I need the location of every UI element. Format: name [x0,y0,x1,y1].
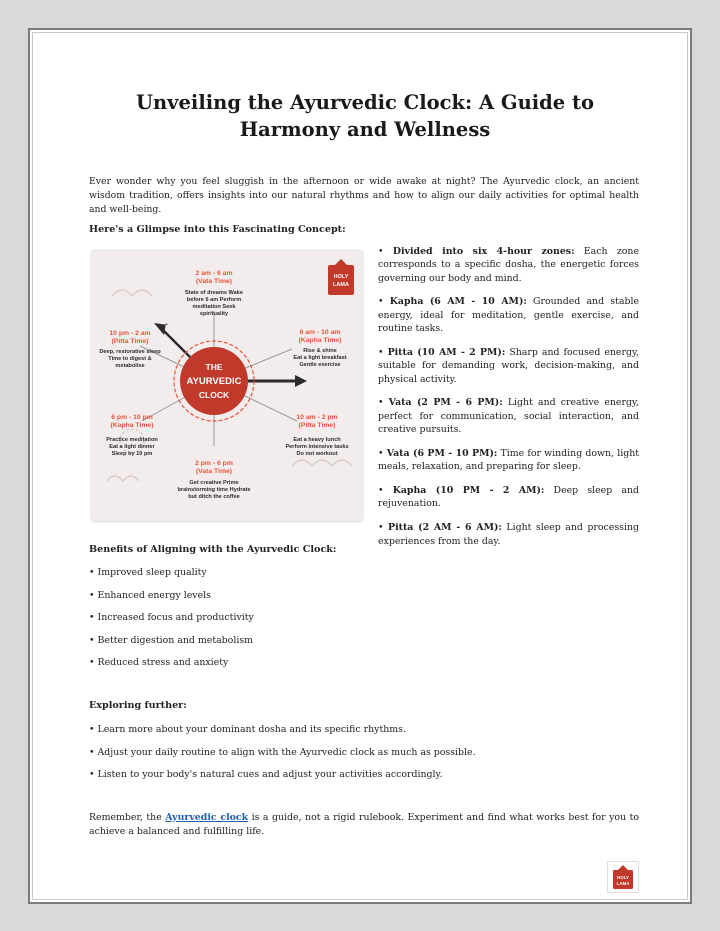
ayurvedic-clock-graphic [92,251,362,521]
benefits-heading: Benefits of Aligning with the Ayurvedic Clock: [89,544,337,555]
clock-center-line-1: THE [205,362,223,372]
zone-item-pitta-early [378,521,639,548]
zone-10am-time: 10 am - 2 pm [296,414,338,421]
zone-10am-desc-1: Eat a heavy lunch [293,437,341,443]
bullet: • [378,246,384,257]
document-title: Unveiling the Ayurvedic Clock: A Guide to Harmony and Wellness [136,91,594,141]
benefit-item: • Enhanced energy levels [89,589,211,601]
zone-2am-desc-1: State of dreams Wake [185,290,243,296]
zone-2pm-dosha: (Vata Time) [195,468,233,475]
bullet: • [378,485,384,497]
zone-2pm-desc-1: Get creative Prime [189,480,239,486]
zone-item-pitta-midday [378,346,639,386]
logo-line-2: LAMA [333,282,349,288]
zone-label: Vata (6 PM - 10 PM): [386,447,498,459]
clock-center-line-3: CLOCK [198,390,230,400]
explore-item: • Learn more about your dominant dosha and its specific rhythms. [89,724,406,735]
ayurvedic-clock-image [92,251,362,521]
zone-6pm-desc-3: Sleep by 10 pm [111,451,153,457]
logo-line-1: HOLY [333,274,349,280]
zone-6am-desc-3: Gentle exercise [299,362,341,368]
benefit-item: • Improved sleep quality [89,567,207,578]
zone-6am-dosha: (Kapha Time) [298,337,342,344]
zone-6am-time: 6 am - 10 am [299,329,341,336]
footer-logo-line-2: LAMA [616,881,630,886]
zone-item-divided [378,245,639,285]
zone-label: Pitta (10 AM - 2 PM): [387,346,506,358]
zone-6am-desc-2: Eat a light breakfast [293,355,347,361]
page-inner-border [32,32,688,900]
benefit-item: • Reduced stress and anxiety [89,657,229,668]
zone-6am-desc-1: Rise & shine [303,348,337,354]
zone-label: Divided into six 4-hour zones: [392,246,575,257]
explore-item: • Listen to your body's natural cues and adjust your activities accordingly. [89,769,443,780]
zone-2pm-desc-3: but ditch the coffee [188,494,240,500]
bullet: • [378,447,384,459]
benefit-item: • Increased focus and productivity [89,612,254,623]
closing-paragraph [89,811,639,839]
zone-10pm-dosha: (Pitta Time) [111,338,149,345]
zone-label: Kapha (6 AM - 10 AM): [389,296,527,308]
bullet: • [378,522,384,534]
zone-text: Light sleep and processing experiences from the day. [378,522,639,547]
intro-paragraph: Ever wonder why you feel sluggish in the afternoon or wide awake at night? The Ayurvedic clock, an ancient wisdom tradition, offers insights into our natural rhythms and how to align our daily activities for optimal health and well-being. [89,176,639,215]
zone-10pm-time: 10 pm - 2 am [109,330,151,337]
page-frame [28,28,692,904]
zone-item-kapha-morning [378,295,639,335]
footer-logo-line-1: HOLY [616,875,630,880]
zone-text: Grounded and stable energy, ideal for meditation, gentle exercise, and routine tasks. [378,296,639,335]
zone-label: Kapha (10 PM - 2 AM): [392,485,545,497]
clock-center-line-2: AYURVEDIC [186,376,242,387]
explore-heading: Exploring further: [89,700,187,711]
zone-2pm-time: 2 pm - 6 pm [195,460,233,467]
zone-text: Time for winding down, light meals, relaxation, and preparing for sleep. [378,447,640,473]
footer-logo [607,861,639,893]
zone-6pm-time: 6 pm - 10 pm [111,414,153,421]
bullet: • [378,296,384,308]
zone-2am-desc-3: meditation Seek [192,304,236,310]
zone-2pm-desc-2: brainstorming time Hydrate [177,487,251,493]
zone-10pm-desc-2: Time to digest & [108,356,152,362]
zone-2am-dosha: (Vata Time) [195,278,233,285]
closing-text-before: Remember, the [89,812,166,823]
closing-text-after: is a guide, not a rigid rulebook. Experiment and find what works best for you to achieve a balanced and fulfilling life. [89,812,640,837]
zone-label: Pitta (2 AM - 6 AM): [388,522,502,534]
zone-text: Sharp and focused energy, suitable for demanding work, decision-making, and physical activity. [378,346,639,385]
ayurvedic-clock-link[interactable]: Ayurvedic clock [165,812,249,823]
zone-10am-desc-3: Do not workout [296,451,338,457]
zone-item-vata-evening [378,447,639,474]
zone-label: Vata (2 PM - 6 PM): [388,397,503,409]
zone-item-kapha-night [378,484,639,511]
benefits-list [89,566,254,679]
zone-2am-time: 2 am - 6 am [195,270,233,277]
zone-10am-dosha: (Pitta Time) [298,422,336,429]
zone-2am-desc-4: spirituality [199,311,229,317]
zone-2am-desc-2: before 6 am Perform [186,297,242,303]
glimpse-heading: Here's a Glimpse into this Fascinating Concept: [89,224,346,235]
bullet: • [378,346,384,358]
zone-10pm-desc-1: Deep, restorative sleep [99,349,161,355]
zone-10am-desc-2: Perform intensive tasks [285,444,349,450]
dosha-zone-list [378,245,639,559]
zone-10pm-desc-3: metabolise [115,363,145,369]
zone-text: Light and creative energy, perfect for communication, social interaction, and creative pursuits. [378,397,639,436]
footer-logo-icon [611,864,635,890]
zone-text: Each zone corresponds to a specific dosha, the energetic forces governing our body and mind. [378,246,639,284]
zone-6pm-dosha: (Kapha Time) [110,422,154,429]
explore-list [89,723,476,791]
holy-lama-logo [328,259,354,295]
zone-6pm-desc-2: Eat a light dinner [109,444,155,450]
zone-text: Deep sleep and rejuvenation. [378,485,640,510]
zone-6pm-desc-1: Practice meditation [106,437,158,443]
benefit-item: • Better digestion and metabolism [89,634,254,646]
explore-item: • Adjust your daily routine to align with the Ayurvedic clock as much as possible. [89,746,476,758]
zone-item-vata-afternoon [378,396,639,436]
bullet: • [378,397,384,409]
